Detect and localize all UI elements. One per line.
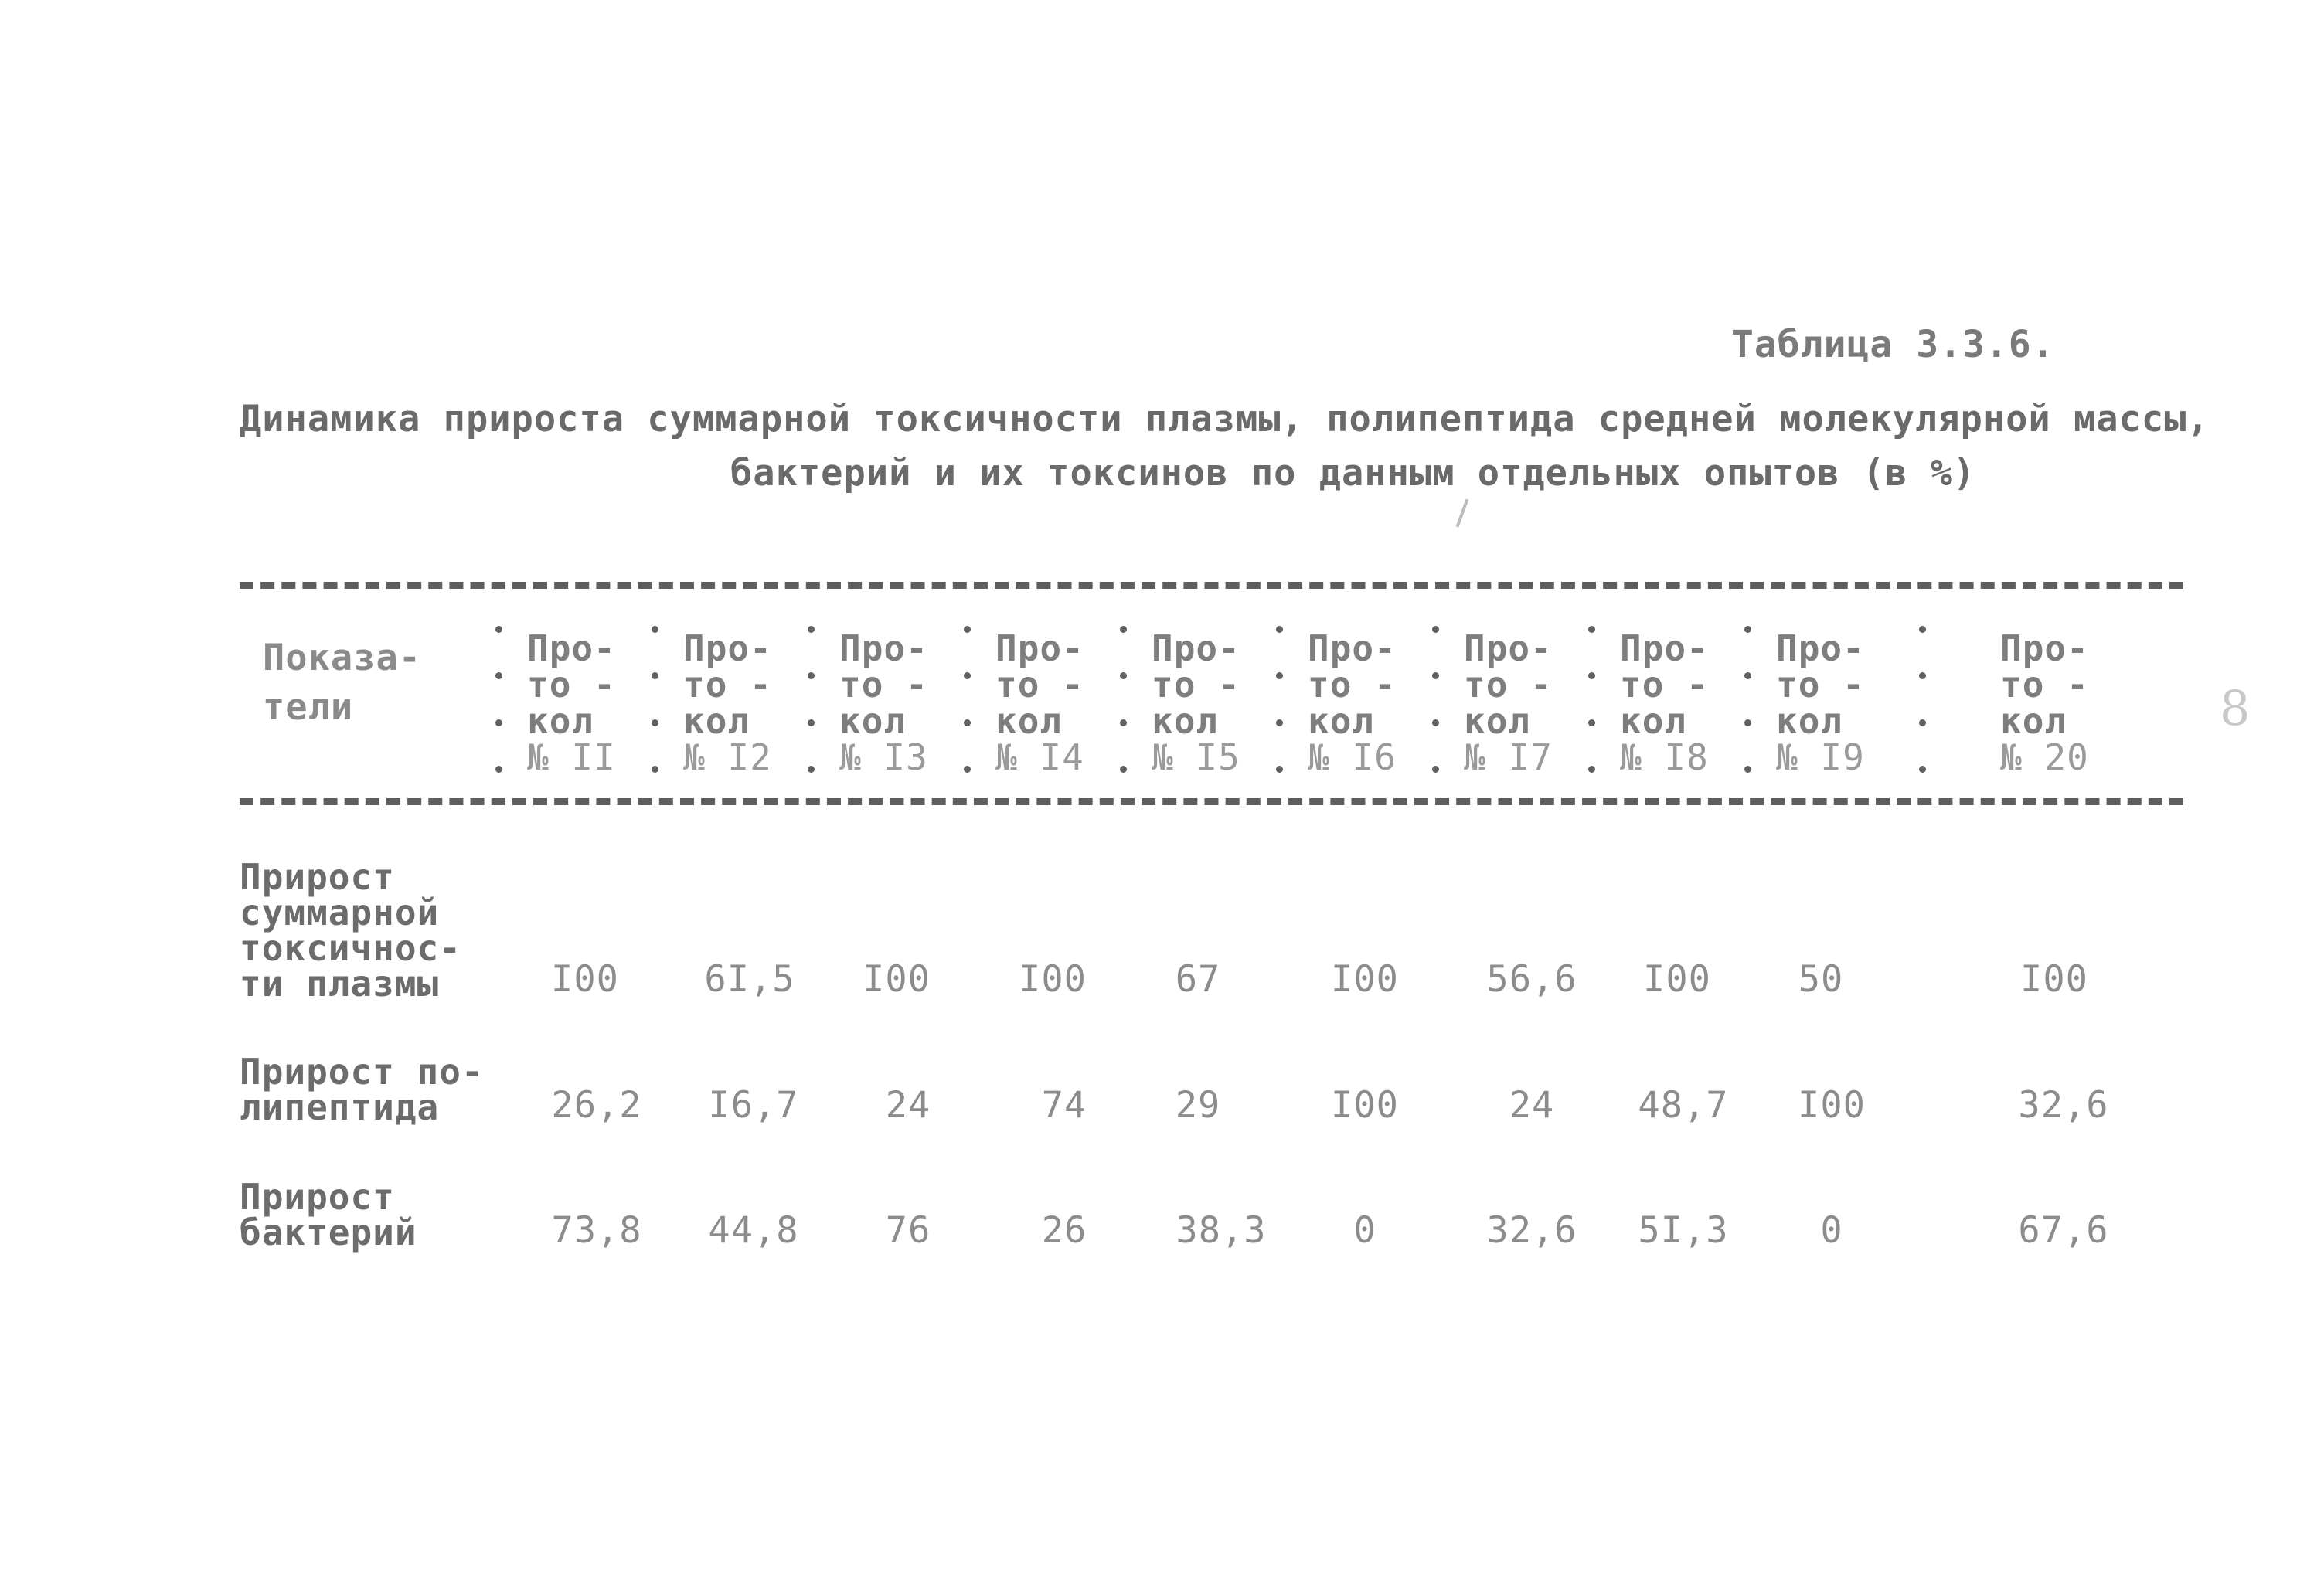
header-protocol-15 xyxy=(1152,627,1291,778)
table-cell: 24 xyxy=(885,1084,931,1127)
header-protocol-line: Про- xyxy=(1776,627,1865,669)
header-protocol-17 xyxy=(1464,627,1603,778)
header-protocol-line: Про- xyxy=(1308,627,1397,669)
table-cell: I00 xyxy=(1643,958,1711,1001)
header-protocol-line: кол xyxy=(995,700,1063,742)
table-caption: Таблица 3.3.6. xyxy=(1731,323,2055,366)
table-cell: I00 xyxy=(1019,958,1087,1001)
row-label-line: ти плазмы xyxy=(240,963,440,1004)
header-protocol-line: то - xyxy=(1776,664,1865,705)
column-separator xyxy=(493,626,504,773)
header-protocol-line: то - xyxy=(1620,664,1709,705)
header-protocol-line: Про- xyxy=(995,627,1084,669)
table-cell: I00 xyxy=(2020,958,2088,1001)
header-protocol-number: № I4 xyxy=(995,736,1084,778)
header-indicators-label xyxy=(263,634,464,733)
table-title-line-2: бактерий и их токсинов по данным отдельных опытов (в %) xyxy=(730,452,1976,495)
header-protocol-line: кол xyxy=(1620,700,1687,742)
row-label-line: Прирост xyxy=(240,856,395,898)
header-protocol-line: кол xyxy=(1308,700,1375,742)
header-protocol-number: № I3 xyxy=(839,736,928,778)
header-protocol-line: Про- xyxy=(839,627,928,669)
row-label-plasma-toxicity xyxy=(240,856,518,1004)
header-protocol-line: то - xyxy=(1464,664,1553,705)
table-cell: 44,8 xyxy=(708,1209,799,1252)
table-cell: 29 xyxy=(1175,1084,1221,1127)
table-cell: 56,6 xyxy=(1486,958,1577,1001)
table-cell: 24 xyxy=(1509,1084,1555,1127)
header-protocol-line: то - xyxy=(1308,664,1397,705)
header-protocol-line: кол xyxy=(1152,700,1219,742)
header-protocol-line: то - xyxy=(1152,664,1240,705)
header-protocol-20 xyxy=(2000,627,2139,778)
header-protocol-line: Про- xyxy=(527,627,616,669)
header-protocol-19 xyxy=(1776,627,1915,778)
header-protocol-number: № I7 xyxy=(1464,736,1553,778)
header-protocol-line: Про- xyxy=(683,627,772,669)
table-cell: I00 xyxy=(1331,958,1399,1001)
header-protocol-line: то - xyxy=(839,664,928,705)
header-protocol-line: кол xyxy=(1776,700,1843,742)
stray-pen-mark xyxy=(1456,498,1469,527)
header-protocol-number: № 20 xyxy=(2000,736,2089,778)
header-protocol-line: кол xyxy=(839,700,907,742)
header-protocol-line: Про- xyxy=(1464,627,1553,669)
row-label-line: Прирост xyxy=(240,1176,395,1218)
header-protocol-13 xyxy=(839,627,978,778)
row-label-line: Прирост по- xyxy=(240,1051,484,1093)
table-cell: 76 xyxy=(885,1209,931,1252)
header-protocol-line: кол xyxy=(1464,700,1531,742)
table-cell: 50 xyxy=(1798,958,1844,1001)
table-cell: 26 xyxy=(1041,1209,1087,1252)
table-cell: I00 xyxy=(551,958,619,1001)
header-protocol-number: № I5 xyxy=(1152,736,1240,778)
header-protocol-number: № I9 xyxy=(1776,736,1865,778)
header-protocol-14 xyxy=(995,627,1135,778)
header-protocol-line: Про- xyxy=(1152,627,1240,669)
header-protocol-number: № I6 xyxy=(1308,736,1397,778)
table-cell: I00 xyxy=(1798,1084,1866,1127)
row-label-line: токсичнос- xyxy=(240,927,461,969)
top-dashed-rule xyxy=(240,582,2183,589)
row-label-line: липептида xyxy=(240,1086,440,1128)
margin-page-mark: 8 xyxy=(2220,680,2251,736)
header-protocol-12 xyxy=(683,627,822,778)
header-protocol-line: Про- xyxy=(1620,627,1709,669)
header-protocol-number: № I8 xyxy=(1620,736,1709,778)
table-cell: 48,7 xyxy=(1638,1084,1729,1127)
table-cell: I00 xyxy=(1331,1084,1399,1127)
header-bottom-dashed-rule xyxy=(240,798,2183,805)
row-label-line: суммарной xyxy=(240,892,440,933)
table-cell: 6I,5 xyxy=(704,958,795,1001)
header-protocol-line: то - xyxy=(683,664,772,705)
table-cell: 38,3 xyxy=(1176,1209,1267,1252)
header-label-line: Показа- xyxy=(263,637,422,679)
table-cell: 67 xyxy=(1175,958,1221,1001)
table-cell: 67,6 xyxy=(2018,1209,2109,1252)
header-protocol-line: то - xyxy=(527,664,616,705)
row-label-polypeptide xyxy=(240,1051,518,1128)
table-cell: 32,6 xyxy=(2018,1084,2109,1127)
table-cell: 5I,3 xyxy=(1638,1209,1729,1252)
header-protocol-18 xyxy=(1620,627,1759,778)
table-cell: 74 xyxy=(1041,1084,1087,1127)
table-cell: 73,8 xyxy=(551,1209,642,1252)
header-protocol-number: № I2 xyxy=(683,736,772,778)
header-label-line: тели xyxy=(263,686,354,729)
header-protocol-number: № II xyxy=(527,736,616,778)
table-cell: I6,7 xyxy=(708,1084,799,1127)
header-protocol-line: то - xyxy=(2000,664,2089,705)
row-label-bacteria xyxy=(240,1176,518,1253)
header-protocol-line: Про- xyxy=(2000,627,2089,669)
table-cell: 0 xyxy=(1353,1209,1376,1252)
header-protocol-line: то - xyxy=(995,664,1084,705)
header-protocol-11 xyxy=(527,627,666,778)
table-cell: 26,2 xyxy=(551,1084,642,1127)
header-protocol-16 xyxy=(1308,627,1447,778)
table-cell: 32,6 xyxy=(1486,1209,1577,1252)
table-cell: 0 xyxy=(1820,1209,1843,1252)
table-title-line-1: Динамика прироста суммарной токсичности плазмы, полипептида средней молекулярной массы, xyxy=(240,398,2210,440)
table-cell: I00 xyxy=(863,958,931,1001)
row-label-line: бактерий xyxy=(240,1212,417,1253)
header-protocol-line: кол xyxy=(683,700,750,742)
column-separator xyxy=(1917,626,1928,773)
header-protocol-line: кол xyxy=(2000,700,2067,742)
header-protocol-line: кол xyxy=(527,700,594,742)
